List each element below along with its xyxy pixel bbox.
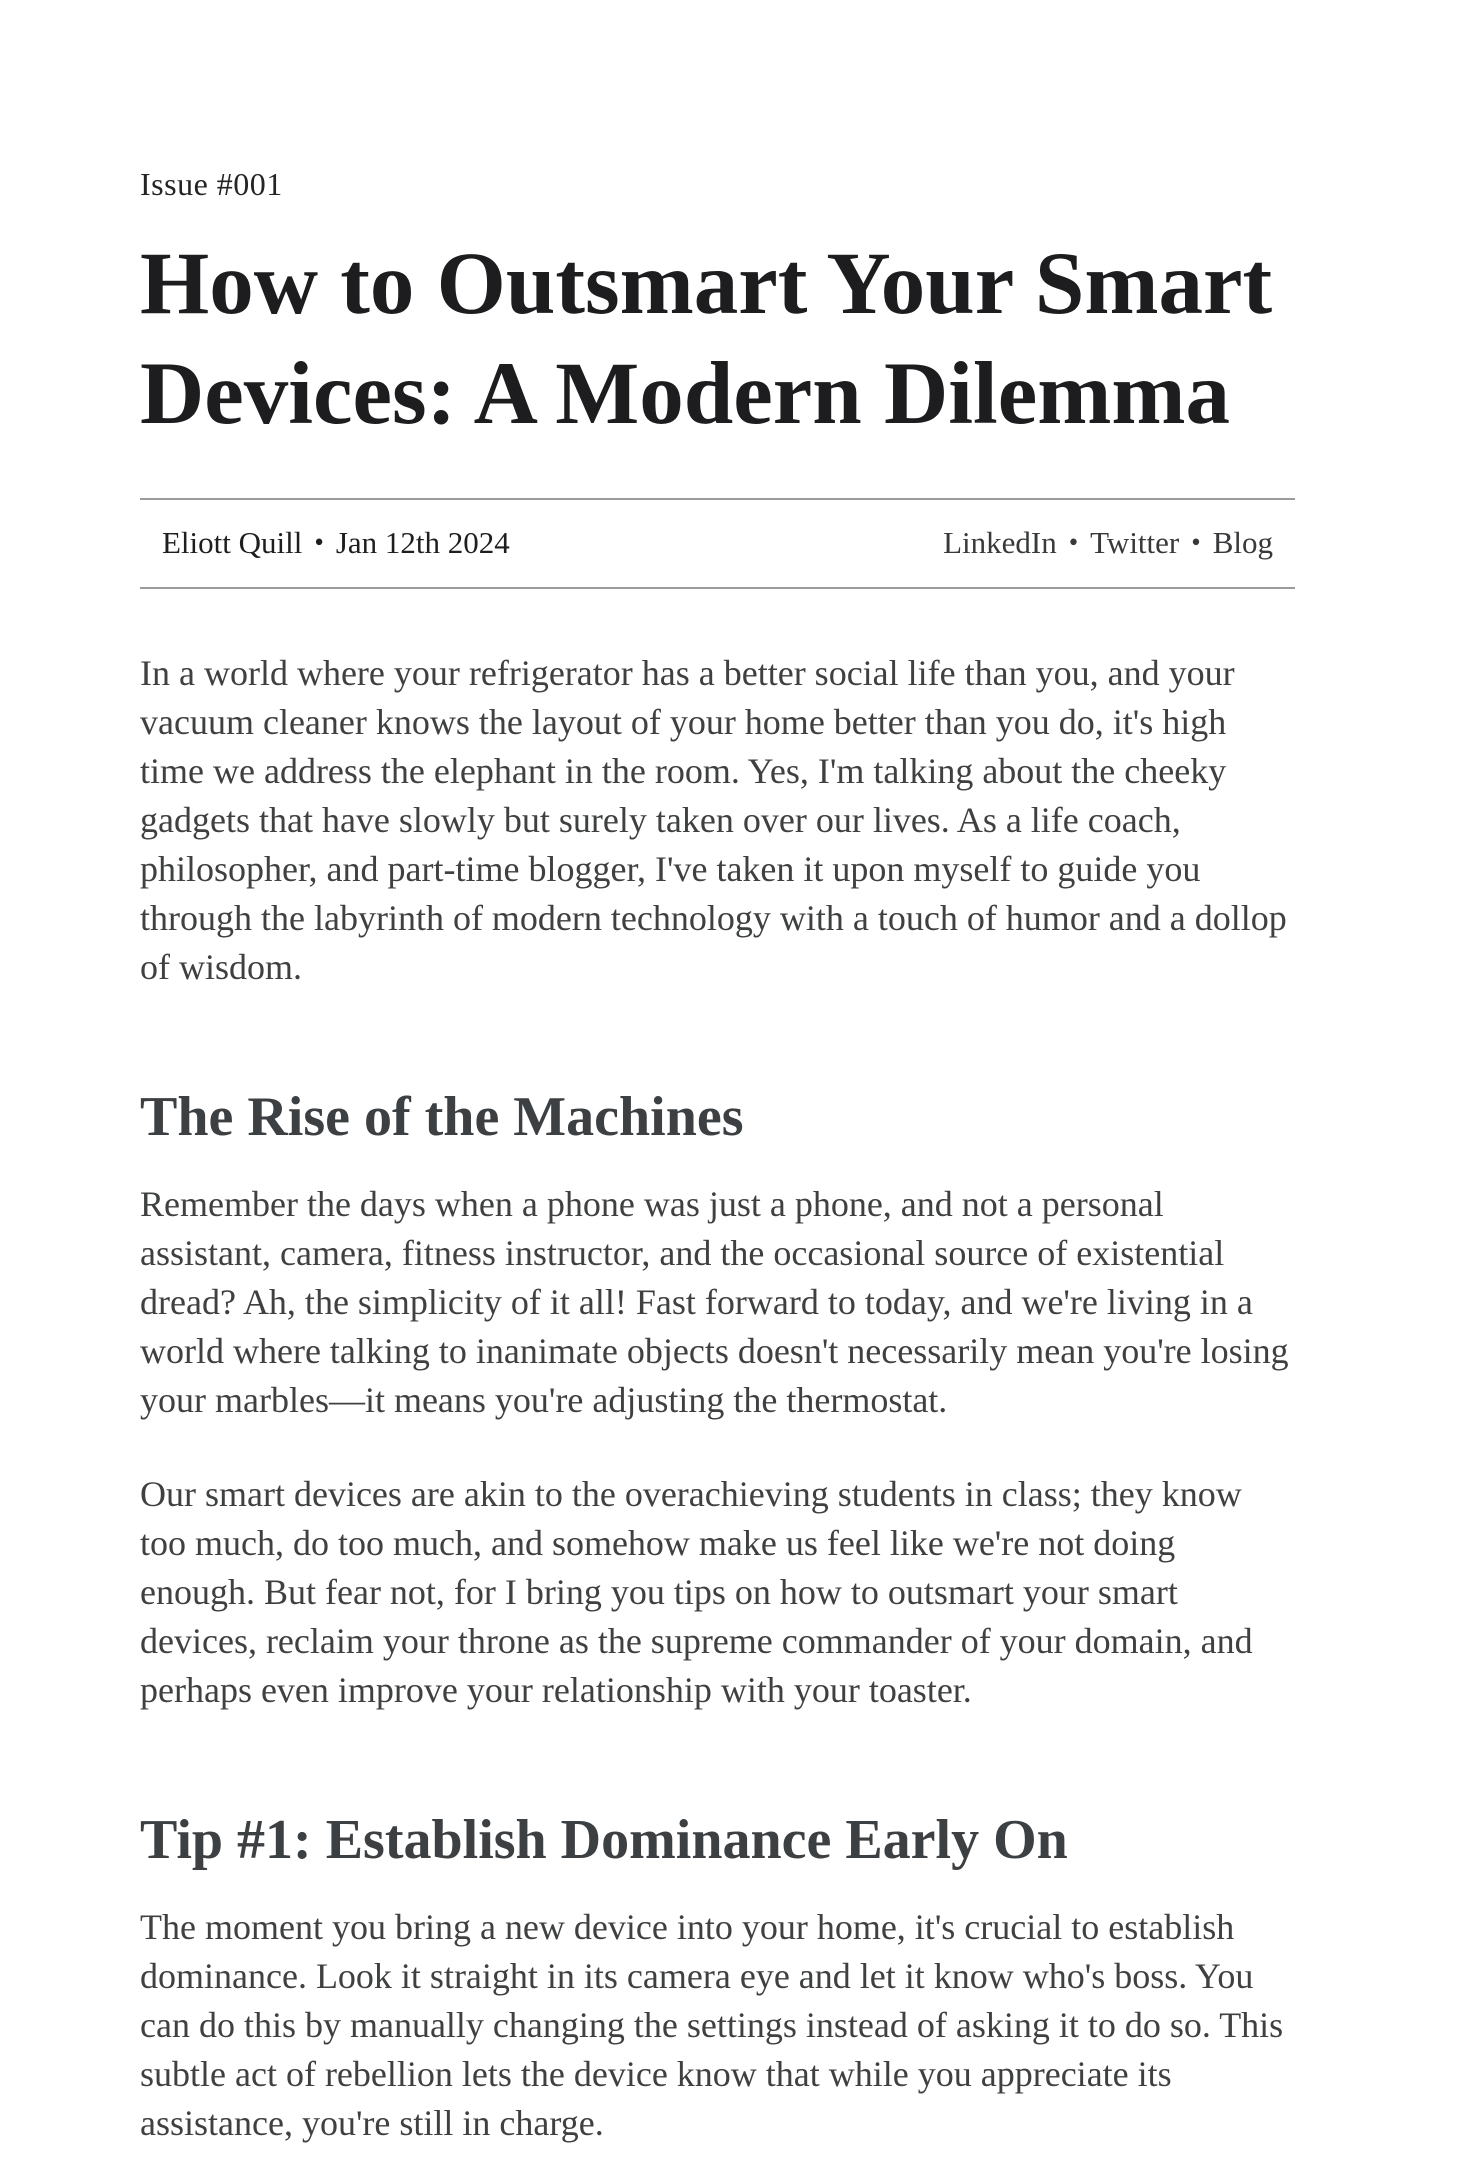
issue-label: Issue #001 bbox=[140, 166, 283, 202]
page-title-line-2: Devices: A Modern Dilemma bbox=[140, 345, 1230, 443]
intro-paragraph: In a world where your refrigerator has a better social life than you, and your vacuum cleaner knows the layout of your home better than you do, it's high time we address the elephant in the room. Yes, I'm talking about the cheeky gadgets that have slowly but surely taken over our lives. As a life coach, philosopher, and part-time blogger, I've taken it upon myself to guide you through the labyrinth of modern technology with a touch of humor and a dollop of wisdom. bbox=[140, 653, 1287, 987]
bullet-separator: • bbox=[1191, 527, 1201, 557]
paragraph: Our smart devices are akin to the overachieving students in class; they know too much, do too much, and somehow make us feel like we're not doing enough. But fear not, for I bring you tips on how to outsmart your smart devices, reclaim your throne as the supreme commander of your domain, and perhaps even improve your relationship with your toaster. bbox=[140, 1474, 1253, 1710]
paragraph: Remember the days when a phone was just a phone, and not a personal assistant, camera, fitness instructor, and the occasional source of existential dread? Ah, the simplicity of it all! Fast forward to today, and we're living in a world where talking to inanimate objects doesn't necessarily mean you're losing your marbles—it means you're adjusting the thermostat. bbox=[140, 1184, 1289, 1420]
blog-link[interactable]: Blog bbox=[1212, 525, 1273, 560]
paragraph: The moment you bring a new device into your home, it's crucial to establish dominance. Look it straight in its camera eye and let it know who's boss. You can do this by manually changing the settings instead of asking it to do so. This subtle act of rebellion lets the device know that while you appreciate its assistance, you're still in charge. bbox=[140, 1907, 1284, 2143]
bullet-separator: • bbox=[1068, 527, 1079, 557]
page-title bbox=[140, 229, 1295, 449]
section-heading-tip-1: Tip #1: Establish Dominance Early On bbox=[140, 1809, 1068, 1871]
linkedin-link[interactable]: LinkedIn bbox=[943, 525, 1057, 560]
byline-bar bbox=[140, 498, 1295, 589]
section-heading-rise-of-the-machines: The Rise of the Machines bbox=[140, 1086, 744, 1148]
author-name: Eliott Quill bbox=[162, 525, 303, 560]
page-title-line-1: How to Outsmart Your Smart bbox=[140, 235, 1273, 333]
twitter-link[interactable]: Twitter bbox=[1090, 525, 1180, 560]
bullet-separator: • bbox=[314, 527, 324, 557]
publish-date: Jan 12th 2024 bbox=[335, 525, 510, 560]
byline bbox=[162, 524, 510, 563]
social-links bbox=[943, 524, 1273, 563]
